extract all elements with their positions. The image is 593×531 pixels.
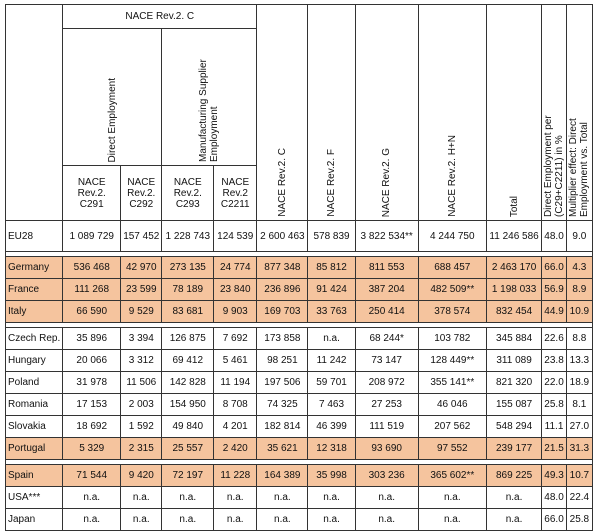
value-cell-mult: 9.0 (566, 221, 592, 252)
country-cell: Italy (6, 301, 63, 323)
value-cell-c2211: n.a. (214, 487, 257, 509)
value-cell-f: n.a. (308, 487, 355, 509)
value-cell-share: 23.8 (542, 350, 566, 372)
value-cell-total: 239 177 (486, 438, 541, 460)
value-cell-c292: n.a. (121, 487, 162, 509)
value-cell-c291: 5 329 (63, 438, 121, 460)
value-cell-c291: 66 590 (63, 301, 121, 323)
country-cell: Romania (6, 394, 63, 416)
value-cell-mult: 8.8 (566, 328, 592, 350)
value-cell-c: n.a. (257, 509, 308, 531)
header-manufacturing-supplier: Manufacturing Supplier Employment (162, 29, 257, 166)
value-cell-f: 46 399 (308, 416, 355, 438)
value-cell-c2211: 2 420 (214, 438, 257, 460)
value-cell-c: 169 703 (257, 301, 308, 323)
value-cell-hn: n.a. (418, 509, 486, 531)
header-direct-employment: Direct Employment (63, 29, 162, 166)
value-cell-c291: 20 066 (63, 350, 121, 372)
value-cell-hn: 378 574 (418, 301, 486, 323)
value-cell-c2211: 7 692 (214, 328, 257, 350)
header-nace-g: NACE Rev.2. G (355, 5, 418, 221)
value-cell-g: 811 553 (355, 257, 418, 279)
value-cell-c292: 3 312 (121, 350, 162, 372)
value-cell-f: n.a. (308, 509, 355, 531)
value-cell-c291: 111 268 (63, 279, 121, 301)
value-cell-g: 208 972 (355, 372, 418, 394)
header-nace-c-group: NACE Rev.2. C (63, 5, 257, 29)
value-cell-hn: n.a. (418, 487, 486, 509)
value-cell-c: 197 506 (257, 372, 308, 394)
value-cell-g: 93 690 (355, 438, 418, 460)
value-cell-share: 56.9 (542, 279, 566, 301)
value-cell-mult: 22.4 (566, 487, 592, 509)
value-cell-c: 877 348 (257, 257, 308, 279)
value-cell-g: 250 414 (355, 301, 418, 323)
value-cell-c293: 78 189 (162, 279, 214, 301)
value-cell-c292: 157 452 (121, 221, 162, 252)
value-cell-share: 66.0 (542, 257, 566, 279)
country-cell: EU28 (6, 221, 63, 252)
value-cell-c293: 273 135 (162, 257, 214, 279)
table-row (6, 301, 593, 323)
value-cell-total: n.a. (486, 487, 541, 509)
value-cell-c293: 25 557 (162, 438, 214, 460)
value-cell-share: 21.5 (542, 438, 566, 460)
value-cell-c291: n.a. (63, 509, 121, 531)
table-row (6, 438, 593, 460)
table-row (6, 416, 593, 438)
value-cell-c292: 3 394 (121, 328, 162, 350)
value-cell-mult: 4.3 (566, 257, 592, 279)
corner-cell (6, 5, 63, 221)
value-cell-f: 35 998 (308, 465, 355, 487)
value-cell-c293: 1 228 743 (162, 221, 214, 252)
table-row (6, 394, 593, 416)
value-cell-mult: 10.7 (566, 465, 592, 487)
value-cell-total: 345 884 (486, 328, 541, 350)
value-cell-total: 821 320 (486, 372, 541, 394)
value-cell-c2211: 23 840 (214, 279, 257, 301)
value-cell-total: n.a. (486, 509, 541, 531)
header-nace-f: NACE Rev.2. F (308, 5, 355, 221)
value-cell-c: 164 389 (257, 465, 308, 487)
value-cell-total: 311 089 (486, 350, 541, 372)
value-cell-total: 548 294 (486, 416, 541, 438)
table-row (6, 350, 593, 372)
value-cell-c293: 154 950 (162, 394, 214, 416)
value-cell-c: 35 621 (257, 438, 308, 460)
header-direct-share: Direct Employment per (C29+C2211) in % (542, 5, 566, 221)
value-cell-f: 59 701 (308, 372, 355, 394)
value-cell-hn: 97 552 (418, 438, 486, 460)
value-cell-c291: 536 468 (63, 257, 121, 279)
header-multiplier: Multiplier effect: Direct Employment vs. Total (566, 5, 592, 221)
value-cell-c291: 18 692 (63, 416, 121, 438)
table-row (6, 257, 593, 279)
value-cell-c292: 23 599 (121, 279, 162, 301)
value-cell-share: 66.0 (542, 509, 566, 531)
value-cell-c292: 42 970 (121, 257, 162, 279)
value-cell-c291: 35 896 (63, 328, 121, 350)
value-cell-hn: 355 141** (418, 372, 486, 394)
value-cell-c291: 1 089 729 (63, 221, 121, 252)
value-cell-c2211: 124 539 (214, 221, 257, 252)
table-row (6, 487, 593, 509)
value-cell-c292: n.a. (121, 509, 162, 531)
header-nace-c: NACE Rev.2. C (257, 5, 308, 221)
value-cell-f: 7 463 (308, 394, 355, 416)
value-cell-c291: n.a. (63, 487, 121, 509)
value-cell-share: 48.0 (542, 487, 566, 509)
value-cell-c292: 11 506 (121, 372, 162, 394)
value-cell-f: 33 763 (308, 301, 355, 323)
value-cell-c293: 72 197 (162, 465, 214, 487)
value-cell-mult: 25.8 (566, 509, 592, 531)
value-cell-total: 832 454 (486, 301, 541, 323)
header-nace-hn: NACE Rev.2. H+N (418, 5, 486, 221)
value-cell-share: 22.6 (542, 328, 566, 350)
value-cell-c2211: n.a. (214, 509, 257, 531)
value-cell-share: 11.1 (542, 416, 566, 438)
value-cell-c2211: 24 774 (214, 257, 257, 279)
value-cell-f: 91 424 (308, 279, 355, 301)
table-body (6, 221, 593, 531)
value-cell-c292: 1 592 (121, 416, 162, 438)
value-cell-total: 2 463 170 (486, 257, 541, 279)
value-cell-hn: 103 782 (418, 328, 486, 350)
value-cell-c292: 9 529 (121, 301, 162, 323)
value-cell-f: 85 812 (308, 257, 355, 279)
value-cell-mult: 27.0 (566, 416, 592, 438)
value-cell-c: 173 858 (257, 328, 308, 350)
value-cell-share: 22.0 (542, 372, 566, 394)
value-cell-hn: 128 449** (418, 350, 486, 372)
value-cell-c: 2 600 463 (257, 221, 308, 252)
value-cell-c: 182 814 (257, 416, 308, 438)
value-cell-c2211: 9 903 (214, 301, 257, 323)
value-cell-g: 387 204 (355, 279, 418, 301)
value-cell-mult: 8.1 (566, 394, 592, 416)
value-cell-g: n.a. (355, 487, 418, 509)
country-cell: Czech Rep. (6, 328, 63, 350)
value-cell-mult: 8.9 (566, 279, 592, 301)
value-cell-c293: 126 875 (162, 328, 214, 350)
value-cell-g: 3 822 534** (355, 221, 418, 252)
employment-table (5, 4, 593, 531)
header-c291: NACE Rev.2. C291 (63, 166, 121, 221)
header-c2211: NACE Rev.2 C2211 (214, 166, 257, 221)
country-cell: Portugal (6, 438, 63, 460)
value-cell-mult: 18.9 (566, 372, 592, 394)
table-row (6, 509, 593, 531)
value-cell-g: 111 519 (355, 416, 418, 438)
value-cell-c293: n.a. (162, 509, 214, 531)
value-cell-share: 25.8 (542, 394, 566, 416)
value-cell-f: 11 242 (308, 350, 355, 372)
value-cell-total: 1 198 033 (486, 279, 541, 301)
header-c292: NACE Rev.2. C292 (121, 166, 162, 221)
value-cell-g: 73 147 (355, 350, 418, 372)
value-cell-total: 11 246 586 (486, 221, 541, 252)
country-cell: Spain (6, 465, 63, 487)
country-cell: Hungary (6, 350, 63, 372)
value-cell-g: n.a. (355, 509, 418, 531)
value-cell-g: 303 236 (355, 465, 418, 487)
value-cell-f: 578 839 (308, 221, 355, 252)
value-cell-f: 12 318 (308, 438, 355, 460)
value-cell-c291: 17 153 (63, 394, 121, 416)
value-cell-hn: 46 046 (418, 394, 486, 416)
value-cell-c293: 49 840 (162, 416, 214, 438)
value-cell-g: 68 244* (355, 328, 418, 350)
value-cell-mult: 10.9 (566, 301, 592, 323)
value-cell-c293: n.a. (162, 487, 214, 509)
table-row (6, 372, 593, 394)
value-cell-c: 98 251 (257, 350, 308, 372)
table-row (6, 465, 593, 487)
value-cell-c292: 2 003 (121, 394, 162, 416)
value-cell-c: 74 325 (257, 394, 308, 416)
value-cell-c2211: 11 194 (214, 372, 257, 394)
header-c293: NACE Rev.2. C293 (162, 166, 214, 221)
country-cell: Poland (6, 372, 63, 394)
value-cell-f: n.a. (308, 328, 355, 350)
value-cell-c291: 31 978 (63, 372, 121, 394)
country-cell: France (6, 279, 63, 301)
value-cell-c: 236 896 (257, 279, 308, 301)
country-cell: USA*** (6, 487, 63, 509)
value-cell-c293: 83 681 (162, 301, 214, 323)
value-cell-hn: 688 457 (418, 257, 486, 279)
value-cell-share: 48.0 (542, 221, 566, 252)
country-cell: Germany (6, 257, 63, 279)
value-cell-mult: 31.3 (566, 438, 592, 460)
value-cell-hn: 365 602** (418, 465, 486, 487)
header-total: Total (486, 5, 541, 221)
country-cell: Japan (6, 509, 63, 531)
value-cell-hn: 482 509** (418, 279, 486, 301)
value-cell-share: 44.9 (542, 301, 566, 323)
table-row (6, 328, 593, 350)
value-cell-total: 869 225 (486, 465, 541, 487)
value-cell-c291: 71 544 (63, 465, 121, 487)
value-cell-total: 155 087 (486, 394, 541, 416)
value-cell-c2211: 4 201 (214, 416, 257, 438)
table-row (6, 279, 593, 301)
value-cell-hn: 207 562 (418, 416, 486, 438)
value-cell-hn: 4 244 750 (418, 221, 486, 252)
value-cell-c293: 69 412 (162, 350, 214, 372)
value-cell-c2211: 8 708 (214, 394, 257, 416)
value-cell-g: 27 253 (355, 394, 418, 416)
value-cell-c293: 142 828 (162, 372, 214, 394)
value-cell-c2211: 5 461 (214, 350, 257, 372)
value-cell-c: n.a. (257, 487, 308, 509)
value-cell-c2211: 11 228 (214, 465, 257, 487)
value-cell-mult: 13.3 (566, 350, 592, 372)
value-cell-c292: 9 420 (121, 465, 162, 487)
value-cell-share: 49.3 (542, 465, 566, 487)
table-row (6, 221, 593, 252)
country-cell: Slovakia (6, 416, 63, 438)
value-cell-c292: 2 315 (121, 438, 162, 460)
